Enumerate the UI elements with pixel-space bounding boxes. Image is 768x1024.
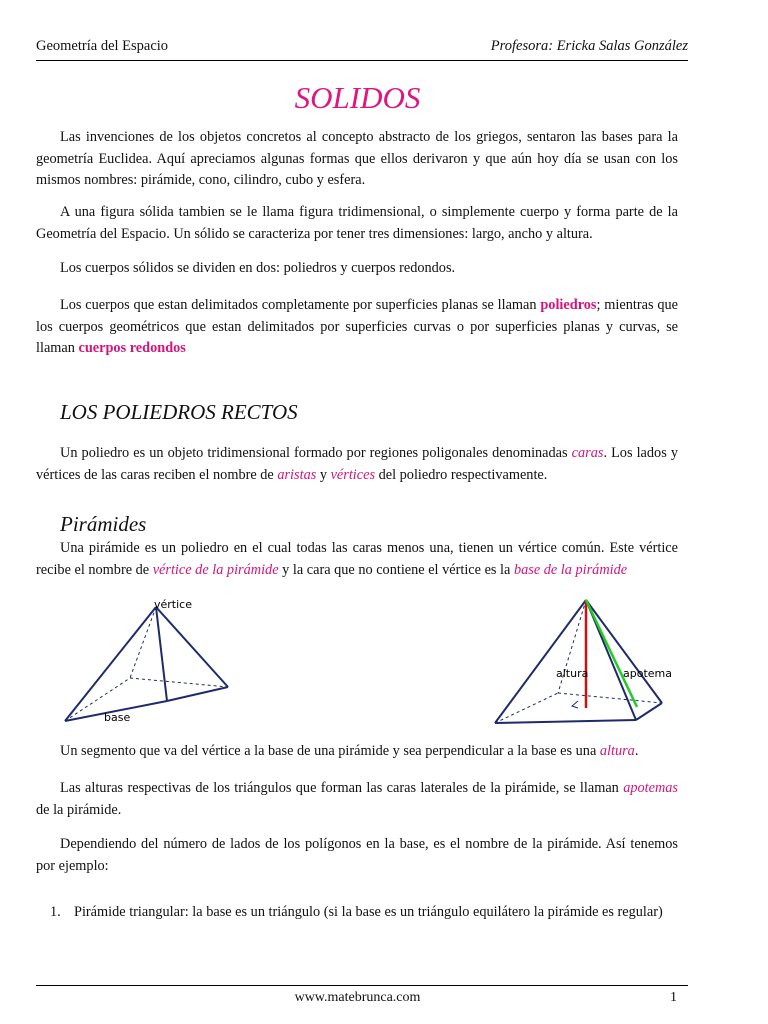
header-teacher: Profesora: Ericka Salas González <box>490 38 688 54</box>
pyramid-base-edge <box>167 687 228 701</box>
label-base: base <box>104 711 131 724</box>
paragraph-apotemas <box>36 778 678 821</box>
text-segment: Un segmento que va del vértice a la base de una pirámide y sea perpendicular a la base es una <box>60 743 600 759</box>
term-aristas: aristas <box>277 466 317 483</box>
text-segment: Las alturas respectivas de los triángulos que forman las caras laterales de la pirámide, se llaman <box>60 780 624 796</box>
paragraph-intro: Las invenciones de los objetos concretos al concepto abstracto de los griegos, sentaron las bases para la geometría Euclidea. Aquí apreciamos algunas formas que ellos derivaron y que aún hoy día se usan con los mismos nombres: pirámide, cono, cilindro, cubo y esfera. <box>36 129 678 188</box>
footer-rule <box>36 985 688 986</box>
page-number: 1 <box>670 990 677 1005</box>
section-title: LOS POLIEDROS RECTOS <box>60 400 298 424</box>
pyramid-hidden-base-edge <box>130 678 228 687</box>
term-altura: altura <box>599 743 635 759</box>
term-caras: caras <box>571 445 604 461</box>
right-angle-mark <box>572 701 578 708</box>
paragraph-base-naming: Dependiendo del número de lados de los polígonos en la base, es el nombre de la pirámide. Así tenemos por ejemplo: <box>36 836 678 874</box>
text-segment: y la cara que no contiene el vértice es la <box>278 561 514 578</box>
pyramid-edge <box>156 607 228 687</box>
paragraph-solid-definition: A una figura sólida tambien se le llama figura tridimensional, o simplemente cuerpo y forma parte de la Geometría del Espacio. Un sólido se caracteriza por tener tres dimensiones: largo, ancho y altura. <box>36 204 678 242</box>
term-apotemas: apotemas <box>623 780 678 796</box>
text-segment: del poliedro respectivamente. <box>375 466 548 483</box>
pyramid-hidden-base-edge <box>558 693 662 703</box>
pyramid-type-list <box>50 904 663 921</box>
pyramid-edge <box>495 600 589 723</box>
pyramid-hidden-base-edge <box>495 693 558 723</box>
paragraph-poliedro-definition <box>36 443 678 486</box>
term-vertices: vértices <box>330 466 376 483</box>
pyramid-base-edge <box>495 720 636 723</box>
label-vertice: vértice <box>154 598 192 611</box>
text-segment: Una pirámide es un poliedro en el cual todas las caras menos una, tienen un vértice común. Este vértice recibe el nombre de <box>36 540 678 578</box>
header-rule <box>36 60 688 61</box>
subsection-title: Pirámides <box>60 512 147 536</box>
term-vertice-piramide: vértice de la pirámide <box>152 561 279 578</box>
text-segment: Los cuerpos que estan delimitados completamente por superficies planas se llaman <box>60 297 541 313</box>
pyramid-edge <box>586 600 662 703</box>
header-course-title: Geometría del Espacio <box>36 38 169 54</box>
paragraph-piramide-definition <box>36 538 678 581</box>
text-segment: . Los lados y vértices de las caras reciben el nombre de <box>36 445 678 483</box>
text-segment: ; mientras que los cuerpos geométricos que estan delimitados por superficies curvas o por superficies planas y curvas, se llaman <box>36 297 678 356</box>
pyramid-base-edge <box>636 703 662 720</box>
paragraph-poliedros <box>36 295 678 360</box>
document-title: SOLIDOS <box>294 80 421 115</box>
pyramid-figure-labeled <box>60 595 240 730</box>
paragraph-altura <box>36 741 678 763</box>
label-altura: altura <box>556 667 589 680</box>
term-base-piramide: base de la pirámide <box>513 561 628 578</box>
list-item-text: Pirámide triangular: la base es un triángulo (si la base es un triángulo equilátero la pirámide es regular) <box>74 904 663 920</box>
list-item <box>50 904 663 921</box>
text-segment: Un poliedro es un objeto tridimensional formado por regiones poligonales denominadas <box>60 445 572 461</box>
term-poliedros: poliedros <box>540 297 597 313</box>
label-apotema: apotema <box>623 667 672 680</box>
pyramid-hidden-edge <box>130 607 156 678</box>
text-segment: de la pirámide. <box>36 801 122 818</box>
text-segment: . <box>634 743 639 759</box>
apothem-line <box>586 600 637 707</box>
pyramid-figure-height-apothem <box>490 595 675 730</box>
footer-website: www.matebrunca.com <box>294 990 421 1005</box>
term-cuerpos-redondos: cuerpos redondos <box>78 340 186 356</box>
paragraph-solid-types: Los cuerpos sólidos se dividen en dos: poliedros y cuerpos redondos. <box>60 260 456 276</box>
text-segment: y <box>316 466 331 483</box>
pyramid-edge <box>65 607 156 721</box>
list-item-number: 1. <box>50 904 61 920</box>
pyramid-edge <box>156 607 167 701</box>
